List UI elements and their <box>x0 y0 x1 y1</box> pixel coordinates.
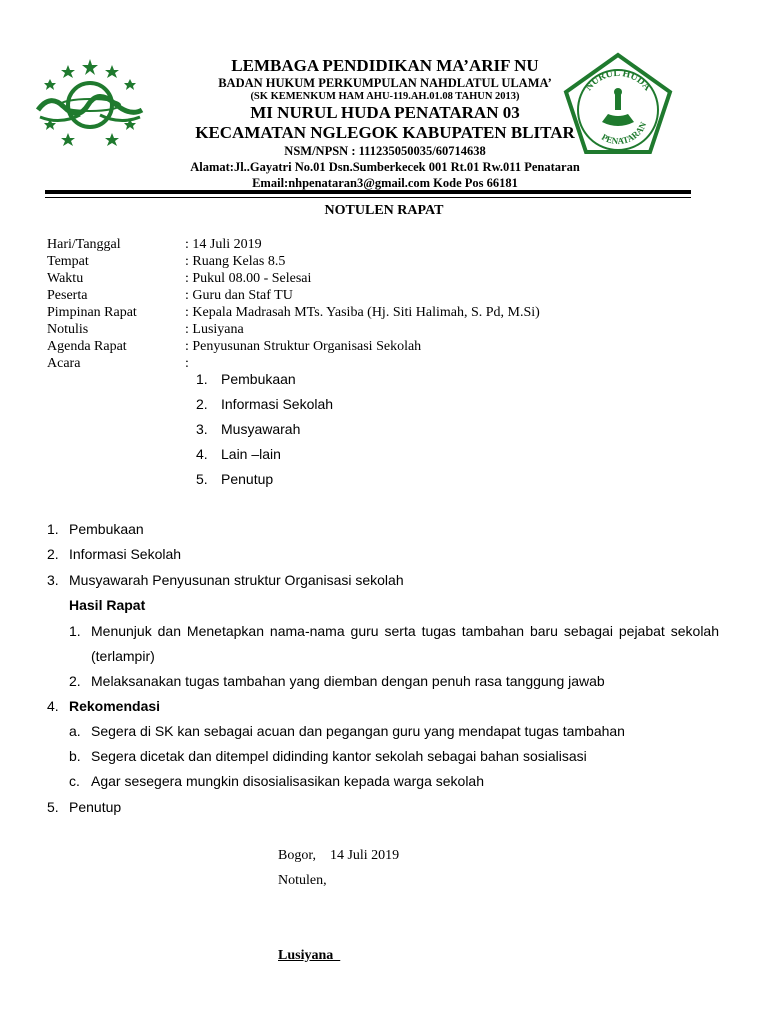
list-text: Pembukaan <box>221 371 296 387</box>
info-row <box>47 287 540 304</box>
list-item <box>196 445 333 470</box>
info-row <box>47 253 540 270</box>
list-text: Lain –lain <box>221 446 281 462</box>
header-divider-thin <box>45 197 691 198</box>
list-item <box>196 370 333 395</box>
recommendation-item <box>69 772 484 790</box>
section-text: Pembukaan <box>69 521 144 537</box>
section-number: 1. <box>47 521 59 537</box>
section-number: 4. <box>47 698 59 714</box>
section-number: 5. <box>47 799 59 815</box>
school-logo-icon <box>562 52 674 156</box>
nsm-npsn: NSM/NPSN : 111235050035/60714638 <box>284 144 486 158</box>
result-text: Menunjuk dan Menetapkan nama-nama guru serta tugas tambahan baru sebagai pejabat sekolah <box>91 623 719 639</box>
section-text: Musyawarah Penyusunan struktur Organisasi sekolah <box>69 572 404 588</box>
info-label: Hari/Tanggal <box>47 237 121 252</box>
section-text: Rekomendasi <box>69 698 161 714</box>
results-heading: Hasil Rapat <box>69 597 146 613</box>
list-number: 4. <box>196 446 208 462</box>
recommendation-letter: b. <box>69 748 81 764</box>
info-row <box>47 338 540 355</box>
result-item <box>69 672 605 690</box>
recommendation-item <box>69 722 625 740</box>
recommendation-letter: c. <box>69 773 80 789</box>
signature-name: Lusiyana <box>278 948 341 963</box>
info-value: : Pukul 08.00 - Selesai <box>185 271 312 286</box>
info-row <box>47 304 540 321</box>
list-text: Musyawarah <box>221 421 301 437</box>
agenda-list <box>196 370 333 495</box>
section-number: 2. <box>47 546 59 562</box>
info-value: : Penyusunan Struktur Organisasi Sekolah <box>185 339 422 354</box>
result-text: Melaksanakan tugas tambahan yang diemban dengan penuh rasa tanggung jawab <box>91 673 605 689</box>
recommendation-item <box>69 747 587 765</box>
decree-number: (SK KEMENKUM HAM AHU-119.AH.01.08 TAHUN 2013) <box>250 91 520 102</box>
school-name: MI NURUL HUDA PENATARAN 03 <box>250 103 520 122</box>
recommendation-text: Segera di SK kan sebagai acuan dan pegangan guru yang mendapat tugas tambahan <box>91 723 625 739</box>
section-item <box>47 798 121 816</box>
list-item <box>196 470 333 495</box>
email-postal: Email:nhpenataran3@gmail.com Kode Pos 66181 <box>252 176 518 190</box>
list-number: 1. <box>196 371 208 387</box>
nu-logo-icon <box>30 55 150 151</box>
meeting-info <box>47 236 540 372</box>
section-number: 3. <box>47 572 59 588</box>
list-item <box>196 420 333 445</box>
list-number: 3. <box>196 421 208 437</box>
info-value: : 14 Juli 2019 <box>185 237 262 252</box>
info-value: : <box>185 356 189 371</box>
section-item <box>47 545 181 563</box>
header-divider-thick <box>45 190 691 194</box>
address: Alamat:Jl..Gayatri No.01 Dsn.Sumberkecek 001 Rt.01 Rw.011 Penataran <box>190 160 580 174</box>
info-row <box>47 236 540 253</box>
list-number: 2. <box>196 396 208 412</box>
info-label: Waktu <box>47 271 84 286</box>
letterhead <box>150 56 620 191</box>
recommendation-letter: a. <box>69 723 81 739</box>
info-value: : Lusiyana <box>185 322 244 337</box>
info-value: : Guru dan Staf TU <box>185 288 293 303</box>
list-text: Informasi Sekolah <box>221 396 334 412</box>
section-text: Penutup <box>69 799 122 815</box>
institution-name: LEMBAGA PENDIDIKAN MA’ARIF NU <box>231 56 539 75</box>
section-item <box>47 571 404 589</box>
info-label: Peserta <box>47 288 88 303</box>
document-title: NOTULEN RAPAT <box>324 203 444 218</box>
district-name: KECAMATAN NGLEGOK KABUPATEN BLITAR <box>195 123 575 142</box>
info-label: Notulis <box>47 322 89 337</box>
list-number: 5. <box>196 471 208 487</box>
section-text: Informasi Sekolah <box>69 546 182 562</box>
section-item <box>47 520 144 538</box>
school-logo-top-text: NURUL HUDA <box>583 67 653 94</box>
result-item <box>69 622 719 640</box>
section-item <box>47 697 160 715</box>
info-row <box>47 270 540 287</box>
school-logo-bottom-text: PENATARAN <box>599 120 649 147</box>
result-number: 1. <box>69 623 81 639</box>
info-row <box>47 321 540 338</box>
signature-role: Notulen, <box>278 873 327 888</box>
info-label: Agenda Rapat <box>47 339 127 354</box>
list-text: Penutup <box>221 471 274 487</box>
legal-body: BADAN HUKUM PERKUMPULAN NAHDLATUL ULAMA’ <box>218 76 552 90</box>
recommendation-text: Agar sesegera mungkin disosialisasikan kepada warga sekolah <box>91 773 485 789</box>
list-item <box>196 395 333 420</box>
info-value: : Ruang Kelas 8.5 <box>185 254 286 269</box>
recommendation-text: Segera dicetak dan ditempel didinding kantor sekolah sebagai bahan sosialisasi <box>91 748 587 764</box>
signature-place-date: Bogor, 14 Juli 2019 <box>278 848 400 863</box>
result-number: 2. <box>69 673 81 689</box>
info-value: : Kepala Madrasah MTs. Yasiba (Hj. Siti Halimah, S. Pd, M.Si) <box>185 305 540 320</box>
info-label: Acara <box>47 356 81 371</box>
result-continuation: (terlampir) <box>91 648 155 664</box>
info-label: Tempat <box>47 254 89 269</box>
info-label: Pimpinan Rapat <box>47 305 137 320</box>
